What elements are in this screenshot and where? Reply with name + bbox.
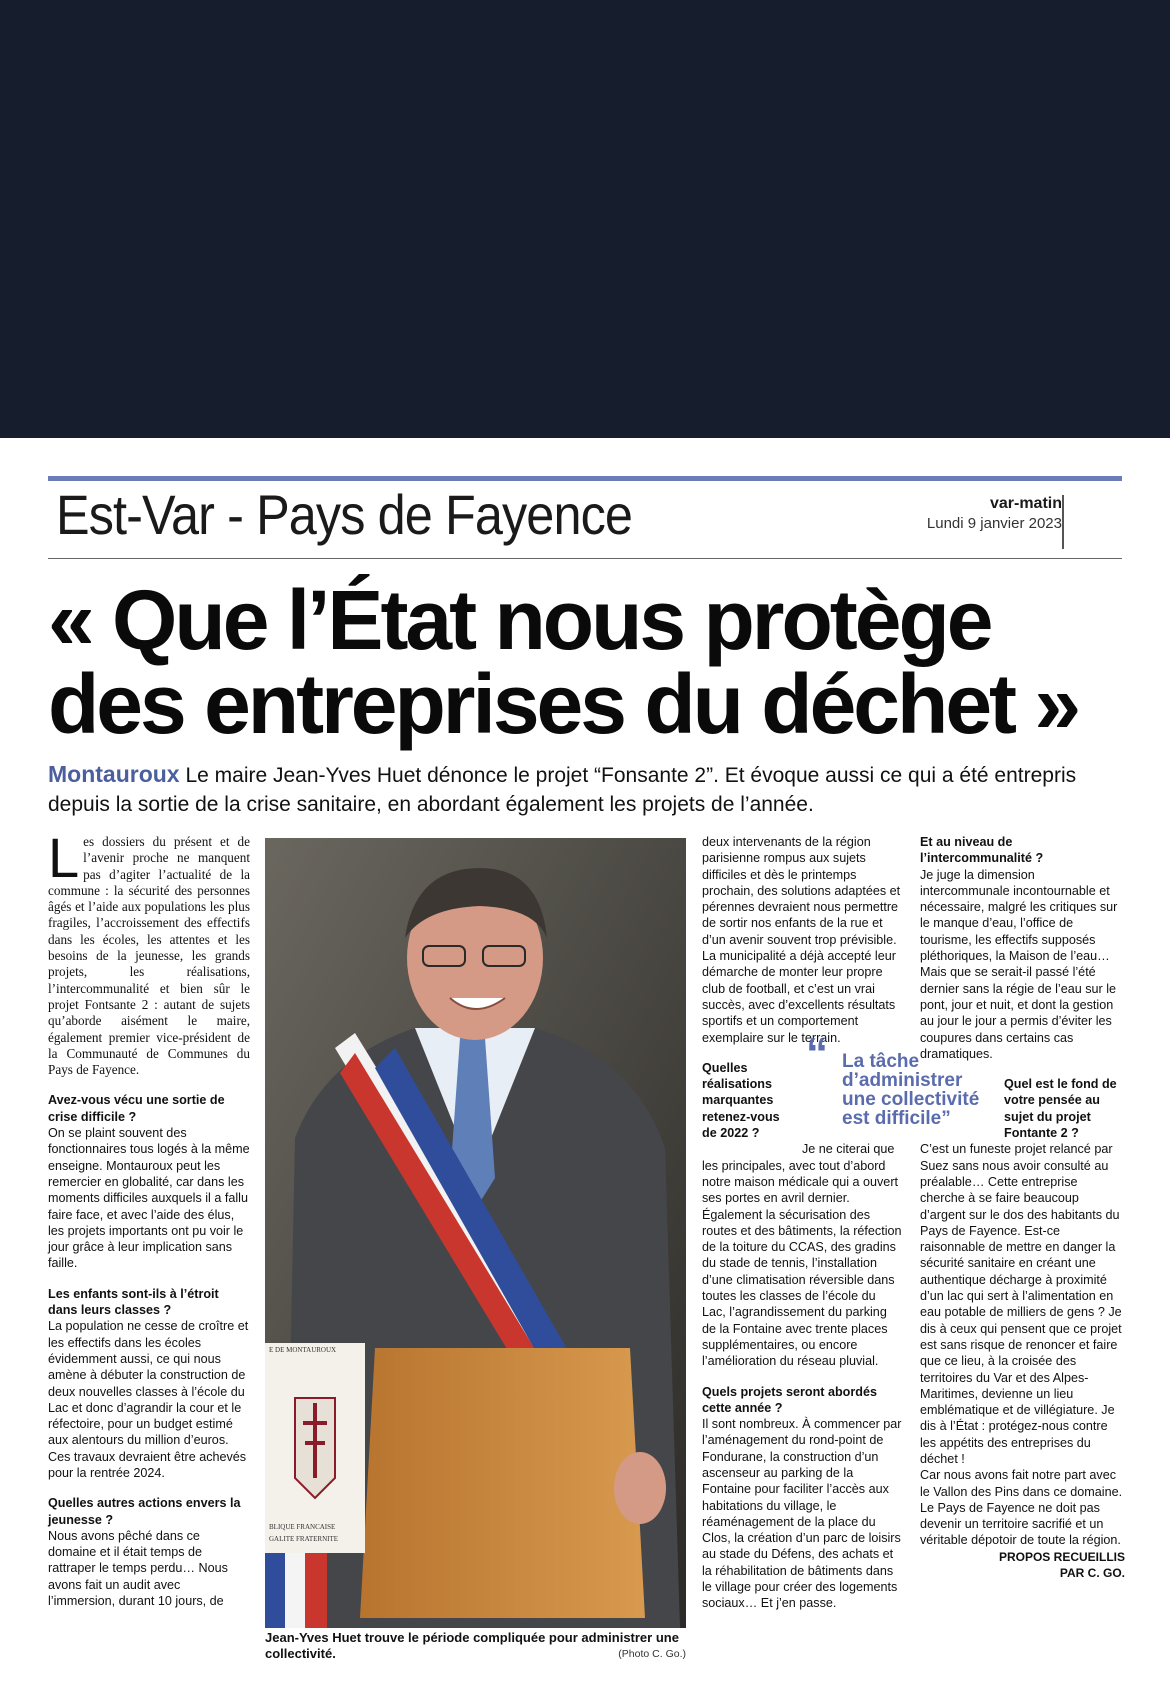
answer-4: Je ne citerai que les principales, avec tout d’abord notre maison médicale qui a ouvert ses portes en avril dernier. Également la sécurisation des routes et des bâtiments, la réfection de la toiture du CCAS, des gradins du stade de tennis, l’installation d’une climatisation réversible dans toutes les classes de l’école du Lac, l’agrandissement du parking de la Fontaine avec trente places supplémentaires, ou encore l’amélioration du réseau pluvial. xyxy=(702,1142,902,1369)
column-3 xyxy=(702,834,902,1612)
header-top-rule xyxy=(48,476,1122,481)
answer-1: On se plaint souvent des fonctionnaires tous logés à la même enseigne. Montauroux peut les remercier en globalité, car dans les moments difficiles auxquels il a fallu faire face, et avec l’aide des élus, les projets importants ont pu voir le jour grâce à leur implication sans faille. xyxy=(48,1126,250,1271)
dropcap: L xyxy=(48,826,80,889)
answer-2: La population ne cesse de croître et les effectifs dans les écoles évidemment aussi, ce qui nous amène à débuter la construction de deux nouvelles classes à l’école du Lac et donc d’agrandir la cour et le réfectoire, pour un budget estimé aux alentours du million d’euros. Ces travaux devraient être achevés pour la rentrée 2024. xyxy=(48,1319,249,1480)
column-4 xyxy=(920,834,1125,1581)
signature-line-1: PROPOS RECUEILLIS xyxy=(998,1549,1125,1564)
intro-paragraph xyxy=(48,826,250,1078)
question-1: Avez-vous vécu une sortie de crise difficile ? xyxy=(48,1093,225,1124)
plaque-text-top: E DE MONTAUROUX xyxy=(269,1346,337,1354)
masthead-divider xyxy=(1062,495,1064,549)
column-1 xyxy=(48,826,250,1609)
answer-5: Il sont nombreux. À commencer par l’aménagement du rond-point de Fondurane, la construction d’un ascenseur au parking de la Fontaine pour faciliter l’accès aux habitations du village, le réaménagement de la place du Clos, la création d’un parc de loisirs au stade du Défens, des achats et la réhabilitation de bâtiments dans le village pour créer des logements sociaux… Et j’en passe. xyxy=(702,1417,902,1611)
signature-line-2: PAR C. GO. xyxy=(1059,1565,1125,1580)
section-rubric: Est-Var - Pays de Fayence xyxy=(56,483,632,546)
headline-line-1: « Que l’État nous protège xyxy=(48,573,991,667)
plaque-text-bottom-2: GALITE FRATERNITE xyxy=(269,1535,339,1543)
lede-text: Le maire Jean-Yves Huet dénonce le projet “Fonsante 2”. Et évoque aussi ce qui a été entrepris depuis la sortie de la crise sanitaire, en abordant également les projets de l’année. xyxy=(48,764,1077,816)
mayor-photo xyxy=(265,838,686,1628)
intro-text: es dossiers du présent et de l’avenir proche ne manquent pas d’agiter l’actualité de la commune : la sécurité des personnes âgés et l’aide aux populations les plus fragiles, l’accroissement des effectifs dans les écoles, les attentes et les besoins de la jeunesse, les grands projets, les réalisations, l’intercommunalité et bien sûr le projet Fontsante 2 : autant de sujets qu’aborde aisément le maire, également premier vice-président de la Communauté de Communes du Pays de Fayence. xyxy=(48,834,250,1078)
dark-top-band xyxy=(0,0,1170,438)
article-lede xyxy=(48,760,1122,819)
photo-caption xyxy=(265,1630,686,1662)
question-2: Les enfants sont-ils à l’étroit dans leurs classes ? xyxy=(48,1286,219,1318)
article-headline xyxy=(48,573,1128,751)
answer-7-continued: Car nous avons fait notre part avec le Vallon des Pins dans ce domaine. Le Pays de Fayence ne doit pas devenir un territoire sacrifié et un véritable dépotoir de toute la région. xyxy=(920,1468,1123,1548)
photo-credit: (Photo C. Go.) xyxy=(618,1648,686,1660)
question-7: Quel est le fond de votre pensée au sujet du projet Fontante 2 ? xyxy=(1004,1077,1117,1141)
plaque-text-bottom-1: BLIQUE FRANCAISE xyxy=(269,1523,336,1531)
question-5: Quels projets seront abordés cette année ? xyxy=(702,1384,877,1415)
lede-place: Montauroux xyxy=(48,761,180,787)
question-4: Quelles réalisations marquantes retenez-vous de 2022 ? xyxy=(702,1060,780,1141)
answer-7: C’est un funeste projet relancé par Suez sans nous avoir consulté au préalable… Cette entreprise cherche à se faire beaucoup d’argent sur le dos des habitants du Pays de Fayence. Est-ce raisonnable de mettre en danger la sécurité sanitaire en créant une authentique décharge à proximité d’un lac qui sert à l’alimentation en eau potable de milliers de gens ? Je dis à ceux qui pensent que ce projet est sans risque de renoncer et faire que ce lieu, à la croisée des territoires du Var et des Alpes-Maritimes, devienne un lieu emblématique et de villégiature. Je dis à l’État : protégez-nous contre les appétits des entreprises du déchet ! xyxy=(920,1142,1122,1466)
quote-mark-icon: “ xyxy=(806,1029,828,1078)
question-3: Quelles autres actions envers la jeunesse ? xyxy=(48,1496,241,1527)
publication-date: Lundi 9 janvier 2023 xyxy=(926,515,1062,532)
pull-quote-text: La tâche d’administrer une collectivité est difficile” xyxy=(842,1051,980,1129)
answer-3: Nous avons pêché dans ce domaine et il était temps de rattraper le temps perdu… Nous avons fait un audit avec l’immersion, durant 10 jours, de xyxy=(48,1528,228,1609)
headline-line-2: des entreprises du déchet » xyxy=(48,657,1079,751)
continued-text: deux intervenants de la région parisienne rompus aux sujets difficiles et dès le printemps prochain, des solutions adaptées et pérennes devraient nous permettre de sortir nos enfants de la rue et d’un avenir souvent trop prévisible. La municipalité a déjà accepté leur démarche de monter leur propre club de football, et c’est un vrai succès, avec d’excellents résultats sportifs et un comportement exemplaire sur le terrain. xyxy=(702,835,901,1045)
caption-text: Jean-Yves Huet trouve le période compliquée pour administrer une collectivité. xyxy=(265,1630,679,1661)
masthead xyxy=(927,495,1062,532)
newspaper-brand: var-matin xyxy=(989,495,1062,512)
question-6: Et au niveau de l’intercommunalité ? xyxy=(920,835,1044,866)
answer-6: Je juge la dimension intercommunale incontournable et nécessaire, malgré les critiques sur le manque d’eau, l’office de tourisme, les effectifs supposés pléthoriques, la Maison de l’eau… Mais que se serait-il passé l’été dernier sans la régie de l’eau sur le pont, jour et nuit, et dont la gestion au jour le jour a permis d’éviter les coupures dans certains cas dramatiques. xyxy=(920,867,1118,1061)
photo-illustration xyxy=(265,838,686,1628)
header-bottom-rule xyxy=(48,558,1122,559)
